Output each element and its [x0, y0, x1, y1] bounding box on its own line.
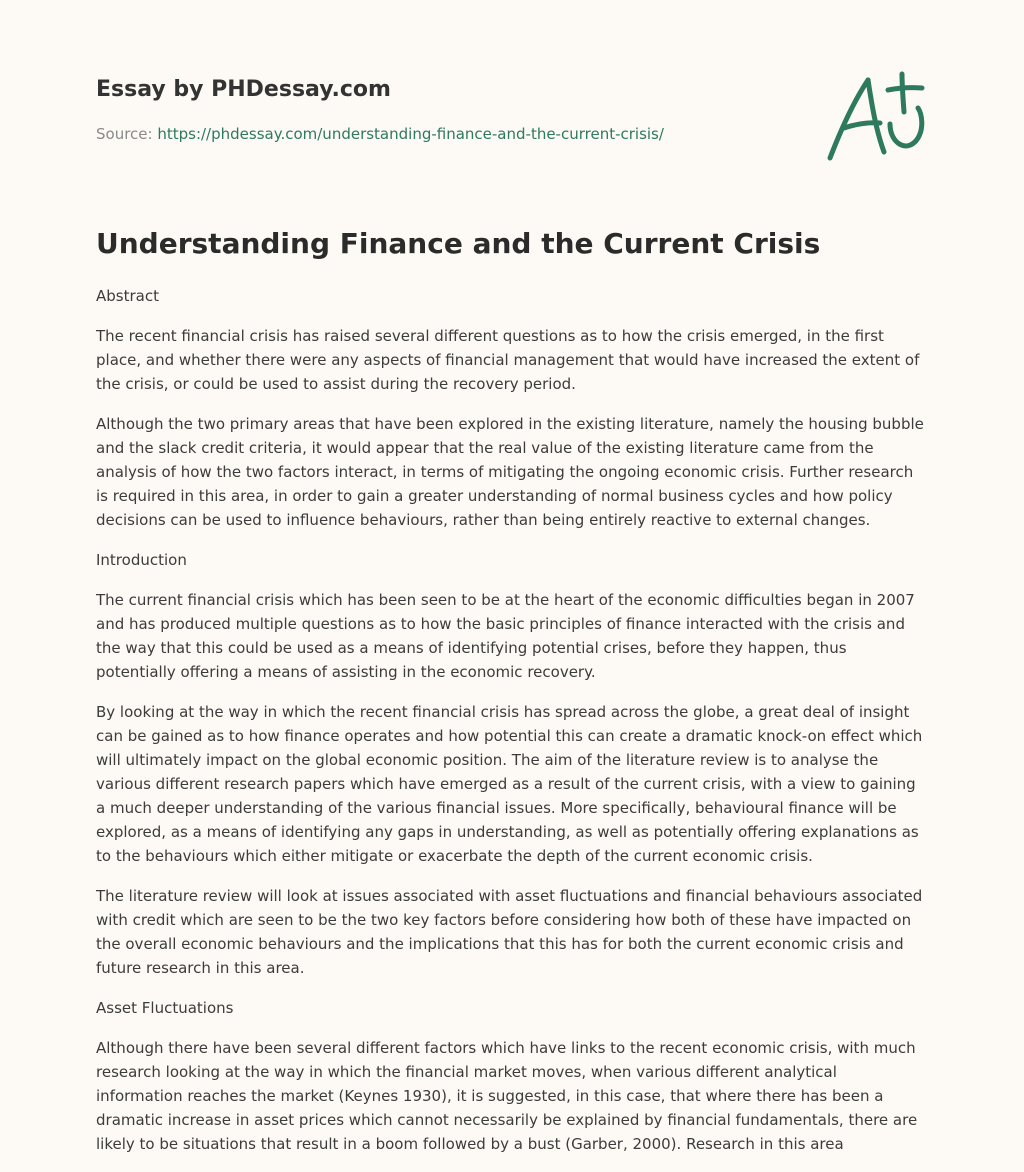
page-header	[96, 74, 816, 144]
essay-content	[96, 224, 928, 1172]
paragraph: The literature review will look at issues associated with asset fluctuations and financial behaviours associated with credit which are seen to be the two key factors before considering how both of these have impacted on the overall economic behaviours and the implications that this has for both the current economic crisis and future research in this area.	[96, 887, 923, 977]
source-link[interactable]: https://phdessay.com/understanding-finance-and-the-current-crisis/	[157, 125, 664, 143]
brand-title: Essay by PHDessay.com	[96, 77, 391, 102]
paragraph: The recent financial crisis has raised several different questions as to how the crisis emerged, in the first place, and whether there were any aspects of financial management that would have increased the extent of the crisis, or could be used to assist during the recovery period.	[96, 327, 920, 393]
paragraph: Although there have been several different factors which have links to the recent economic crisis, with much research looking at the way in which the financial market moves, when various different analytical information reaches the market (Keynes 1930), it is suggested, in this case, that where there has been a dramatic increase in asset prices which cannot necessarily be explained by financial fundamentals, there are likely to be situations that result in a boom followed by a bust (Garber, 2000). Research in this area	[96, 1039, 918, 1153]
paragraph: Although the two primary areas that have been explored in the existing literature, namely the housing bubble and the slack credit criteria, it would appear that the real value of the existing literature came from the analysis of how the two factors interact, in terms of mitigating the ongoing economic crisis. Further research is required in this area, in order to gain a greater understanding of normal business cycles and how policy decisions can be used to influence behaviours, rather than being entirely reactive to external changes.	[96, 415, 924, 529]
section-heading-asset-fluctuations: Asset Fluctuations	[96, 999, 234, 1017]
source-label: Source:	[96, 125, 158, 143]
section-heading-introduction: Introduction	[96, 551, 187, 569]
paragraph: The current financial crisis which has been seen to be at the heart of the economic difficulties began in 2007 and has produced multiple questions as to how the basic principles of finance interacted with the crisis and the way that this could be used as a means of identifying potential crises, before they happen, thus potentially offering a means of assisting in the economic recovery.	[96, 591, 915, 681]
essay-title: Understanding Finance and the Current Crisis	[96, 227, 821, 260]
section-heading-abstract: Abstract	[96, 287, 159, 305]
a-plus-logo-icon	[818, 66, 930, 166]
source-line	[96, 124, 816, 144]
paragraph: By looking at the way in which the recent financial crisis has spread across the globe, a great deal of insight can be gained as to how finance operates and how potential this can create a dramatic knock-on effect which will ultimately impact on the global economic position. The aim of the literature review is to analyse the various different research papers which have emerged as a result of the current crisis, with a view to gaining a much deeper understanding of the various financial issues. More specifically, behavioural finance will be explored, as a means of identifying any gaps in understanding, as well as potentially offering explanations as to the behaviours which either mitigate or exacerbate the depth of the current economic crisis.	[96, 703, 923, 865]
